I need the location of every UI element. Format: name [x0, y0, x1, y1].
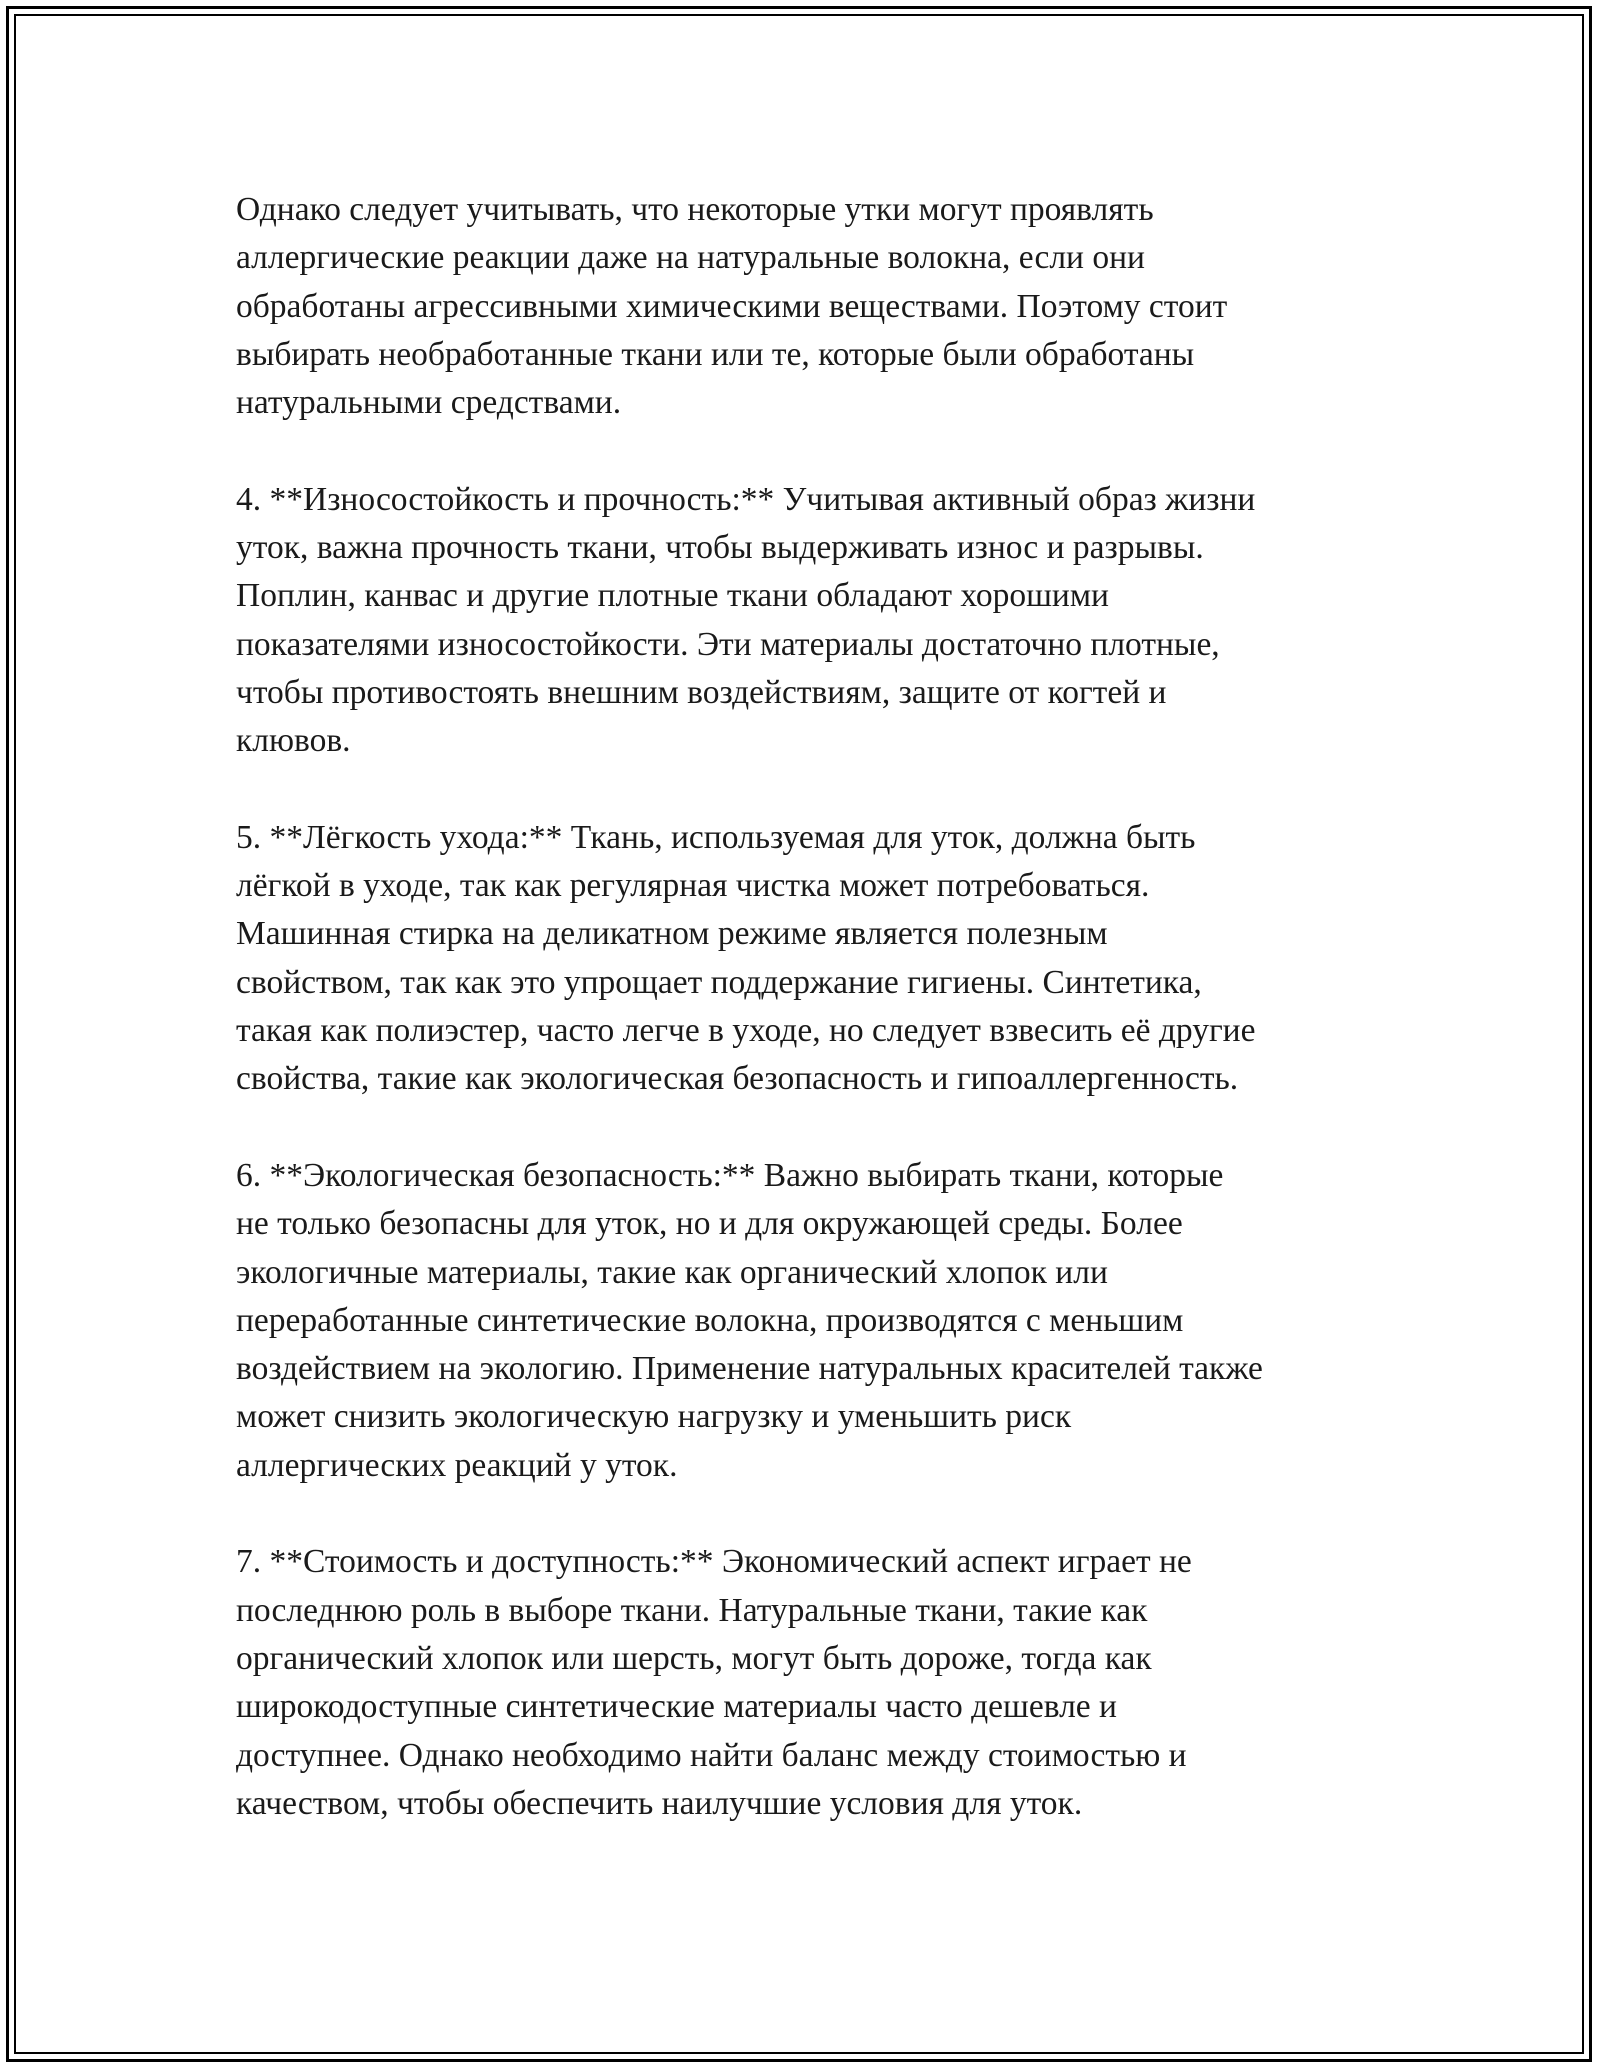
paragraph-intro: Однако следует учитывать, что некоторые утки могут проявлять аллергические реакции даже на натуральные волокна, если они обработаны агрессивными химическими веществами. Поэтому стоит выбирать необработанные ткани или те, которые были обработаны натуральными средствами. [236, 191, 1228, 422]
paragraph-item-7: 7. **Стоимость и доступность:** Экономический аспект играет не последнюю роль в выборе ткани. Натуральные ткани, такие как органический хлопок или шерсть, могут быть дороже, тогда как широкодоступные синтетические материалы часто дешевле и доступнее. Однако необходимо найти баланс между стоимостью и качеством, чтобы обеспечить наилучшие условия для уток. [236, 1543, 1192, 1822]
paragraph-item-6: 6. **Экологическая безопасность:** Важно выбирать ткани, которые не только безопасны для уток, но и для окружающей среды. Более экологичные материалы, такие как органический хлопок или переработанные синтетические волокна, производятся с меньшим воздействием на экологию. Применение натуральных красителей также может снизить экологическую нагрузку и уменьшить риск аллергических реакций у уток. [236, 1156, 1263, 1484]
paragraph-item-5: 5. **Лёгкость ухода:** Ткань, используемая для уток, должна быть лёгкой в уходе, так как регулярная чистка может потребоваться. Машинная стирка на деликатном режиме является полезным свойством, так как это упрощает поддержание гигиены. Синтетика, такая как полиэстер, часто легче в уходе, но следует взвесить её другие свойства, такие как экологическая безопасность и гипоаллергенность. [236, 818, 1256, 1098]
paragraph-item-4: 4. **Износостойкость и прочность:** Учитывая активный образ жизни уток, важна прочность ткани, чтобы выдерживать износ и разрывы. Поплин, канвас и другие плотные ткани обладают хорошими показателями износостойкости. Эти материалы достаточно плотные, чтобы противостоять внешним воздействиям, защите от когтей и клювов. [236, 480, 1256, 760]
document-body [236, 186, 1376, 1876]
